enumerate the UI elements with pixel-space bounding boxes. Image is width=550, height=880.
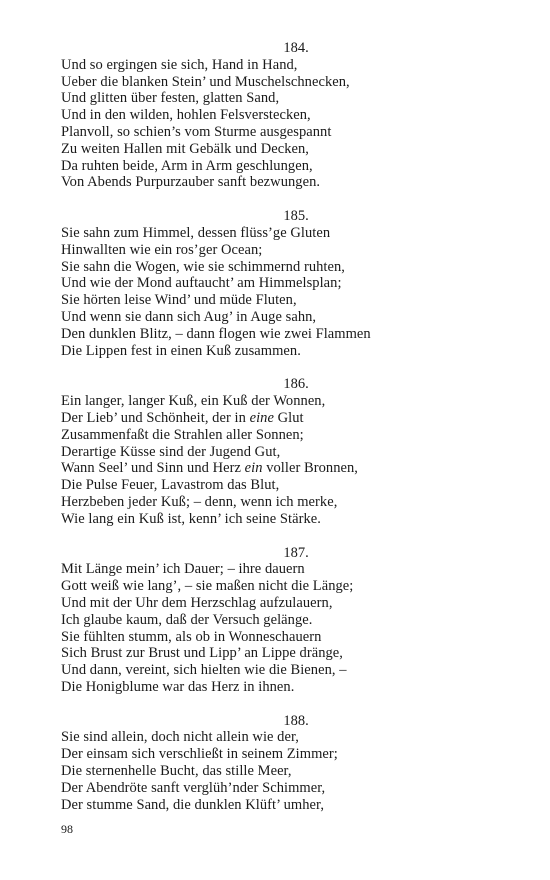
emphasized-word: eine (249, 409, 274, 426)
verse-line: Der Lieb’ und Schönheit, der in eine Glut (61, 409, 304, 426)
verse-line: Hinwallten wie ein ros’ger Ocean; (61, 241, 263, 258)
verse-line: Und glitten über festen, glatten Sand, (61, 90, 280, 107)
stanza (61, 376, 501, 527)
verse-line: Sie sahn die Wogen, wie sie schimmernd ruhten, (61, 258, 345, 275)
verse-line: Und in den wilden, hohlen Felsverstecken, (61, 107, 311, 124)
verse-line: Die sternenhelle Bucht, das stille Meer, (61, 763, 292, 780)
verse-line: Wie lang ein Kuß ist, kenn’ ich seine Stärke. (61, 510, 321, 527)
verse-line: Der Abendröte sanft verglüh’nder Schimmer, (61, 779, 326, 796)
verse-line: Die Pulse Feuer, Lavastrom das Blut, (61, 477, 280, 494)
verse-line: Herzbeben jeder Kuß; – denn, wenn ich merke, (61, 493, 338, 510)
verse-line: Planvoll, so schien’s vom Sturme ausgespannt (61, 123, 332, 140)
stanza (61, 40, 501, 191)
stanza-number: 185. (283, 208, 309, 225)
verse-line: Gott weiß wie lang’, – sie maßen nicht die Länge; (61, 578, 354, 595)
verse-line: Die Lippen fest in einen Kuß zusammen. (61, 342, 301, 359)
verse-line: Mit Länge mein’ ich Dauer; – ihre dauern (61, 561, 305, 578)
stanza-number: 187. (283, 544, 309, 561)
emphasized-word: ein (244, 460, 263, 477)
stanza (61, 208, 501, 359)
verse-line: Zu weiten Hallen mit Gebälk und Decken, (61, 140, 309, 157)
verse-line: Zusammenfaßt die Strahlen aller Sonnen; (61, 426, 304, 443)
stanza (61, 713, 501, 814)
verse-line: Ich glaube kaum, daß der Versuch gelänge. (61, 611, 313, 628)
verse-line: Die Honigblume war das Herz in ihnen. (61, 678, 295, 695)
verse-line: Ein langer, langer Kuß, ein Kuß der Wonnen, (61, 393, 326, 410)
verse-line: Der stumme Sand, die dunklen Klüft’ umher, (61, 796, 325, 813)
verse-line: Wann Seel’ und Sinn und Herz ein voller Bronnen, (61, 460, 358, 477)
stanza-number: 188. (283, 712, 309, 729)
stanza-number: 186. (283, 376, 309, 393)
verse-line: Und wie der Mond auftaucht’ am Himmelsplan; (61, 275, 342, 292)
verse-line: Den dunklen Blitz, – dann flogen wie zwei Flammen (61, 325, 371, 342)
verse-line: Derartige Küsse sind der Jugend Gut, (61, 443, 281, 460)
verse-line: Und mit der Uhr dem Herzschlag aufzulauern, (61, 594, 333, 611)
verse-line: Sie sahn zum Himmel, dessen flüss’ge Gluten (61, 224, 331, 241)
stanza (61, 545, 501, 696)
verse-line: Sie sind allein, doch nicht allein wie der, (61, 729, 299, 746)
verse-line: Der einsam sich verschließt in seinem Zimmer; (61, 746, 338, 763)
verse-line: Von Abends Purpurzauber sanft bezwungen. (61, 174, 321, 191)
verse-line: Sie hörten leise Wind’ und müde Fluten, (61, 292, 297, 309)
page-number: 98 (61, 822, 73, 836)
verse-line: Ueber die blanken Stein’ und Muschelschnecken, (61, 73, 350, 90)
verse-line: Sich Brust zur Brust und Lipp’ an Lippe dränge, (61, 645, 343, 662)
verse-line: Da ruhten beide, Arm in Arm geschlungen, (61, 157, 313, 174)
verse-line: Und dann, vereint, sich hielten wie die Bienen, – (61, 662, 347, 679)
stanza-number: 184. (283, 40, 309, 56)
poem-body (61, 40, 501, 830)
verse-line: Und so ergingen sie sich, Hand in Hand, (61, 56, 298, 73)
verse-line: Sie fühlten stumm, als ob in Wonneschauern (61, 628, 322, 645)
verse-line: Und wenn sie dann sich Aug’ in Auge sahn, (61, 308, 317, 325)
